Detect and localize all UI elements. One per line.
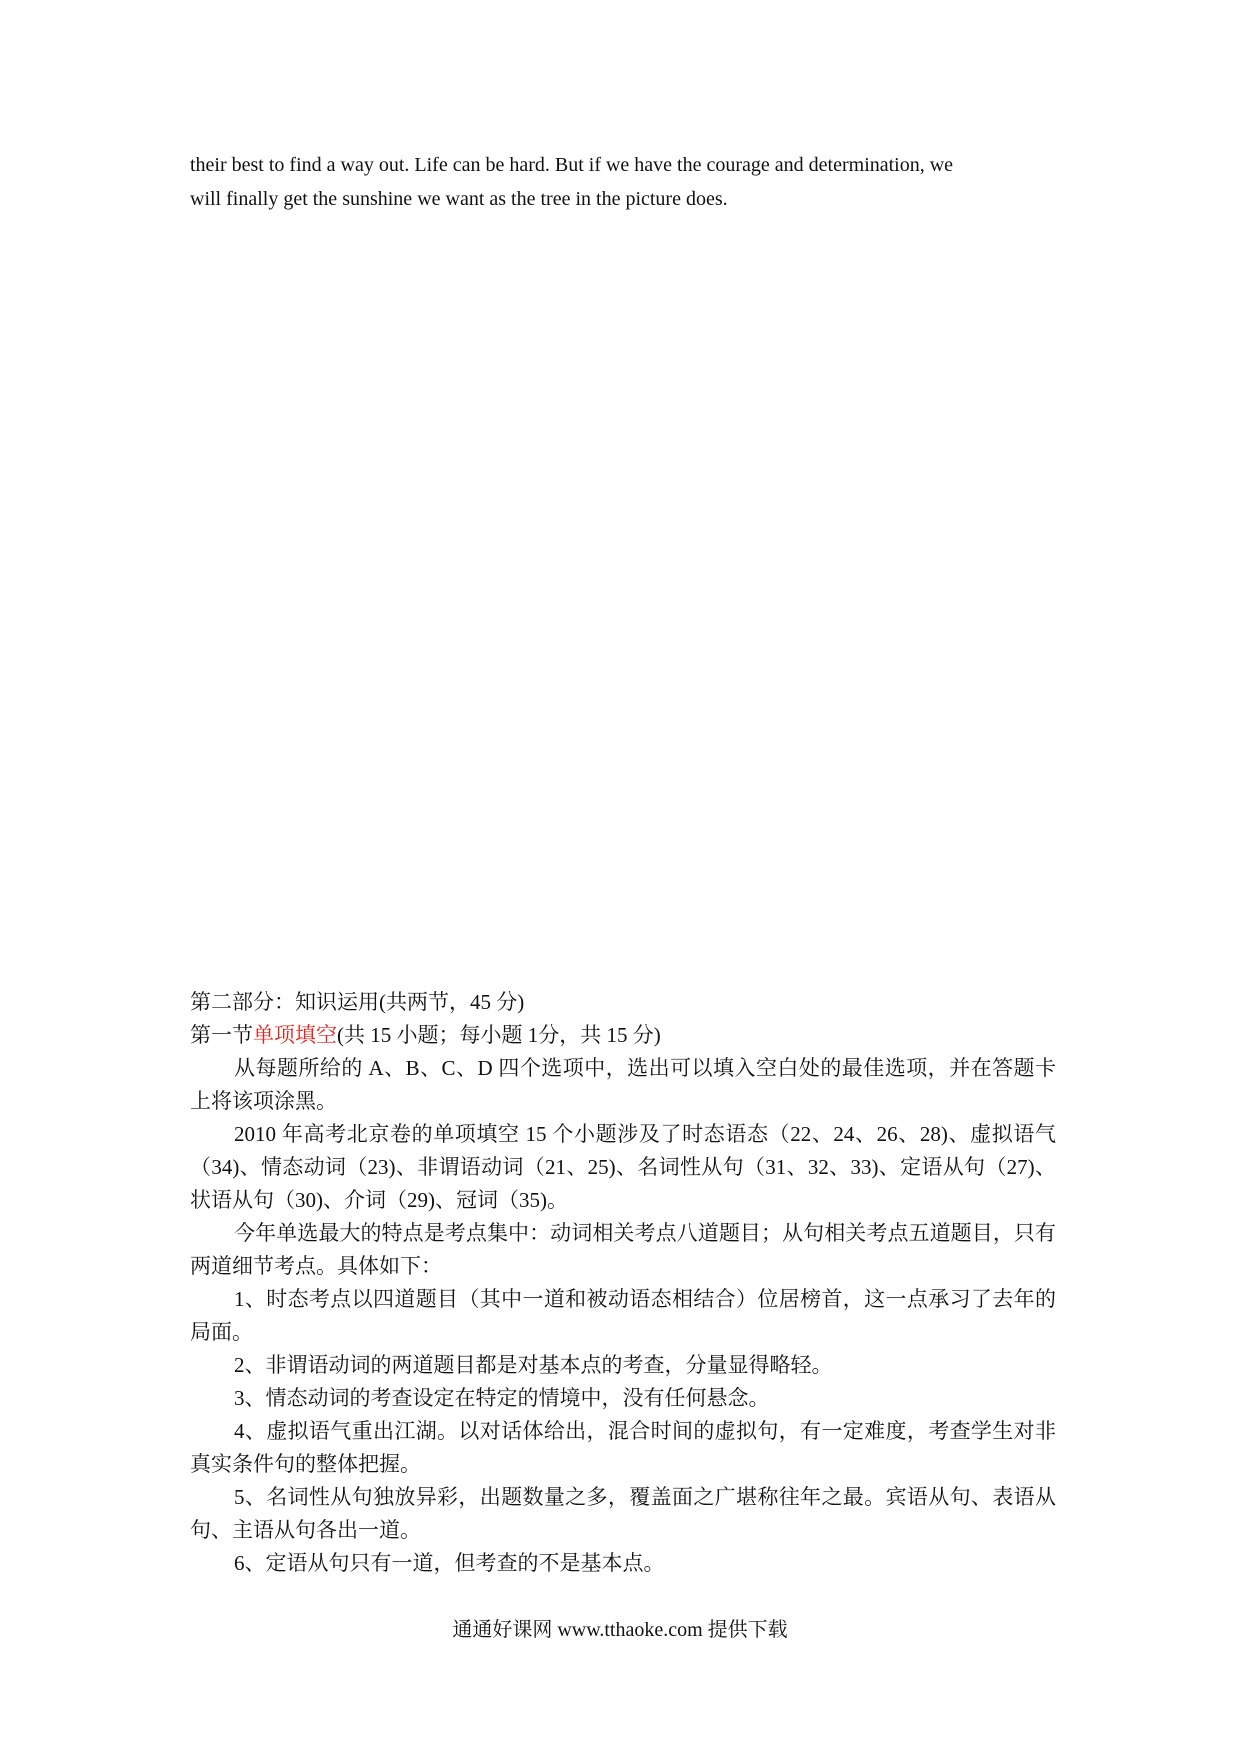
point-item: 3、情态动词的考查设定在特定的情境中，没有任何悬念。 <box>234 1386 770 1410</box>
point-item: 6、定语从句只有一道，但考查的不是基本点。 <box>234 1551 665 1575</box>
section1-suffix: (共 15 小题；每小题 1分，共 15 分) <box>337 1023 661 1047</box>
passage-line-2: will finally get the sunshine we want as the tree in the picture does. <box>190 188 728 210</box>
section1-highlight: 单项填空 <box>253 1023 337 1047</box>
english-passage <box>190 148 1054 216</box>
point-item: 1、时态考点以四道题目（其中一道和被动语态相结合）位居榜首，这一点承习了去年的局面。 <box>190 1287 1056 1344</box>
part2-section <box>190 986 1056 1580</box>
passage-line-1: their best to find a way out. Life can be hard. But if we have the courage and determination, we <box>190 154 954 176</box>
page-footer: 通通好课网 www.tthaoke.com 提供下载 <box>452 1619 788 1641</box>
point-item: 5、名词性从句独放异彩，出题数量之多，覆盖面之广堪称往年之最。宾语从句、表语从句、主语从句各出一道。 <box>190 1485 1056 1542</box>
analysis-intro-paragraph: 2010 年高考北京卷的单项填空 15 个小题涉及了时态语态（22、24、26、28)、虚拟语气（34)、情态动词（23)、非谓语动词（21、25)、名词性从句（31、32、33)、定语从句（27)、状语从句（30)、介词（29)、冠词（35)。 <box>190 1122 1056 1212</box>
point-item: 2、非谓语动词的两道题目都是对基本点的考查，分量显得略轻。 <box>234 1353 833 1377</box>
instruction-paragraph: 从每题所给的 A、B、C、D 四个选项中，选出可以填入空白处的最佳选项，并在答题卡上将该项涂黑。 <box>190 1056 1056 1113</box>
feature-paragraph: 今年单选最大的特点是考点集中：动词相关考点八道题目；从句相关考点五道题目，只有两道细节考点。具体如下： <box>190 1221 1056 1278</box>
part2-heading: 第二部分：知识运用(共两节，45 分) <box>190 990 525 1014</box>
section1-prefix: 第一节 <box>190 1023 253 1047</box>
section1-heading <box>190 1019 1056 1052</box>
point-item: 4、虚拟语气重出江湖。以对话体给出，混合时间的虚拟句，有一定难度，考查学生对非真实条件句的整体把握。 <box>190 1419 1056 1476</box>
